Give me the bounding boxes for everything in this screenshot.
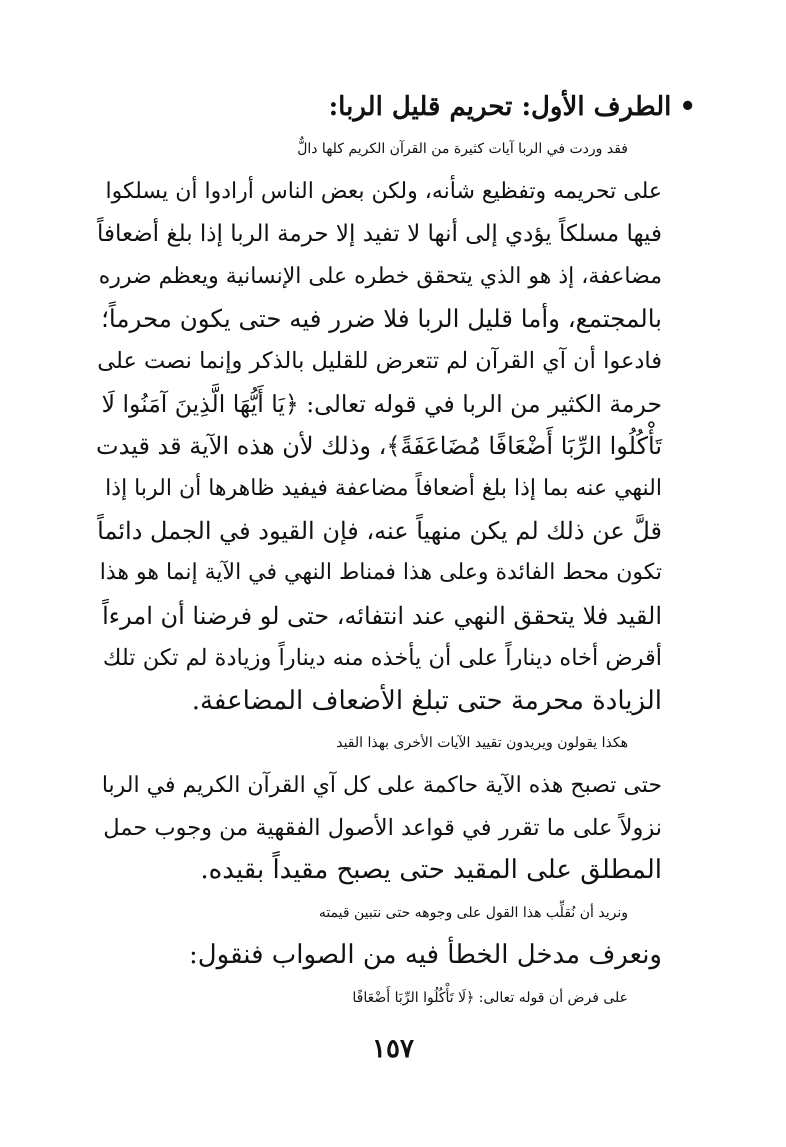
page-body <box>96 86 696 1019</box>
text-line: بالمجتمع، وأما قليل الربا فلا ضرر فيه حتى يكون محرماً؛ <box>101 304 662 334</box>
bullet-icon: • <box>679 92 696 122</box>
text-line: فادعوا أن آي القرآن لم تتعرض للقليل بالذكر وإنما نصت على <box>97 348 662 375</box>
page-number: ١٥٧ <box>372 1034 414 1064</box>
text-line-quran-verse: على فرض أن قوله تعالى: ﴿لَا تَأْكُلُوا الرِّبَا أَضْعَافًا <box>352 989 628 1006</box>
text-line: أقرض أخاه ديناراً على أن يأخذه منه ديناراً وزيادة لم تكن تلك <box>102 645 662 672</box>
text-line: ونريد أن نُقلِّب هذا القول على وجوهه حتى نتبين قيمته <box>318 904 628 921</box>
text-line: حتى تصبح هذه الآية حاكمة على كل آي القرآن الكريم في الربا <box>101 772 662 798</box>
text-line: فقد وردت في الربا آيات كثيرة من القرآن الكريم كلها دالٌّ <box>297 141 628 158</box>
text-line: ونعرف مدخل الخطأ فيه من الصواب فنقول: <box>188 940 662 971</box>
section-heading <box>96 86 696 128</box>
text-line: القيد فلا يتحقق النهي عند انتفائه، حتى لو فرضنا أن امرءاً <box>102 601 662 630</box>
paragraph-1 <box>96 128 696 722</box>
text-line: الزيادة محرمة حتى تبلغ الأضعاف المضاعفة. <box>191 685 662 716</box>
text-line: نزولاً على ما تقرر في قواعد الأصول الفقهية من وجوب حمل <box>103 814 662 841</box>
text-line: مضاعفة، إذ هو الذي يتحقق خطره على الإنسانية ويعظم ضرره <box>98 263 662 289</box>
text-line: على تحريمه وتفظيع شأنه، ولكن بعض الناس أرادوا أن يسلكوا <box>105 178 662 204</box>
paragraph-3 <box>96 892 696 977</box>
text-line: هكذا يقولون ويريدون تقييد الآيات الأخرى بهذا القيد <box>336 735 628 752</box>
text-line: تكون محط الفائدة وعلى هذا فمناط النهي في الآية إنما هو هذا <box>99 560 662 586</box>
paragraph-2 <box>96 722 696 892</box>
text-line: المطلق على المقيد حتى يصبح مقيداً بقيده. <box>200 855 662 886</box>
text-line: النهي عنه بما إذا بلغ أضعافاً مضاعفة فيفيد ظاهرها أن الربا إذا <box>105 475 662 501</box>
text-line: قلَّ عن ذلك لم يكن منهياً عنه، فإن القيود في الجمل دائماً <box>97 517 662 546</box>
text-line: فيها مسلكاً يؤدي إلى أنها لا تفيد إلا حرمة الربا إذا بلغ أضعافاً <box>97 221 662 248</box>
section-heading-text: الطرف الأول: تحريم قليل الربا: <box>328 92 672 122</box>
paragraph-4 <box>96 977 696 1019</box>
text-line-quran-verse: حرمة الكثير من الربا في قوله تعالى: ﴿يَا أَيُّهَا الَّذِينَ آمَنُوا لَا <box>101 389 662 418</box>
text-line-quran-verse: تَأْكُلُوا الرِّبَا أَضْعَافًا مُضَاعَفَةً﴾، وذلك لأن هذه الآية قد قيدت <box>96 432 662 461</box>
